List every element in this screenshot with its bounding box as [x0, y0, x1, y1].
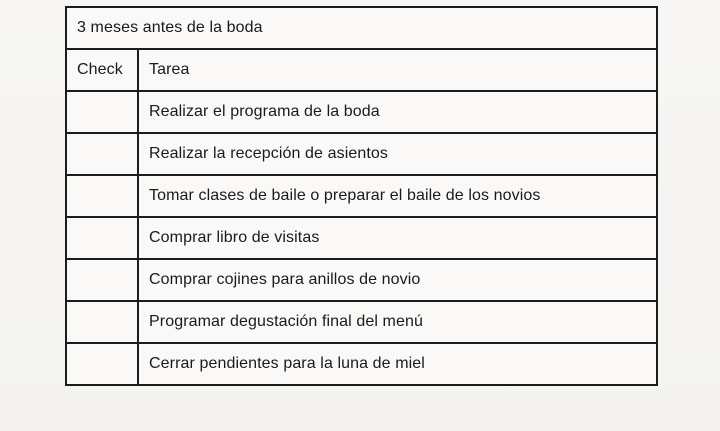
- task-cell: Cerrar pendientes para la luna de miel: [138, 343, 657, 385]
- table-row: [66, 301, 657, 343]
- column-header-check: Check: [66, 49, 138, 91]
- task-cell: Tomar clases de baile o preparar el baile de los novios: [138, 175, 657, 217]
- check-cell: [66, 91, 138, 133]
- table-title-row: [66, 7, 657, 49]
- check-cell: [66, 133, 138, 175]
- task-cell: Programar degustación final del menú: [138, 301, 657, 343]
- task-cell: Comprar cojines para anillos de novio: [138, 259, 657, 301]
- check-cell: [66, 259, 138, 301]
- check-cell: [66, 175, 138, 217]
- task-cell: Comprar libro de visitas: [138, 217, 657, 259]
- column-header-task: Tarea: [138, 49, 657, 91]
- wedding-checklist-table: [65, 6, 658, 386]
- check-cell: [66, 301, 138, 343]
- task-cell: Realizar la recepción de asientos: [138, 133, 657, 175]
- table-row: [66, 259, 657, 301]
- table-title: 3 meses antes de la boda: [66, 7, 657, 49]
- table-row: [66, 91, 657, 133]
- table-row: [66, 133, 657, 175]
- table-header-row: [66, 49, 657, 91]
- check-cell: [66, 217, 138, 259]
- check-cell: [66, 343, 138, 385]
- table-row: [66, 175, 657, 217]
- task-cell: Realizar el programa de la boda: [138, 91, 657, 133]
- table-row: [66, 343, 657, 385]
- table-row: [66, 217, 657, 259]
